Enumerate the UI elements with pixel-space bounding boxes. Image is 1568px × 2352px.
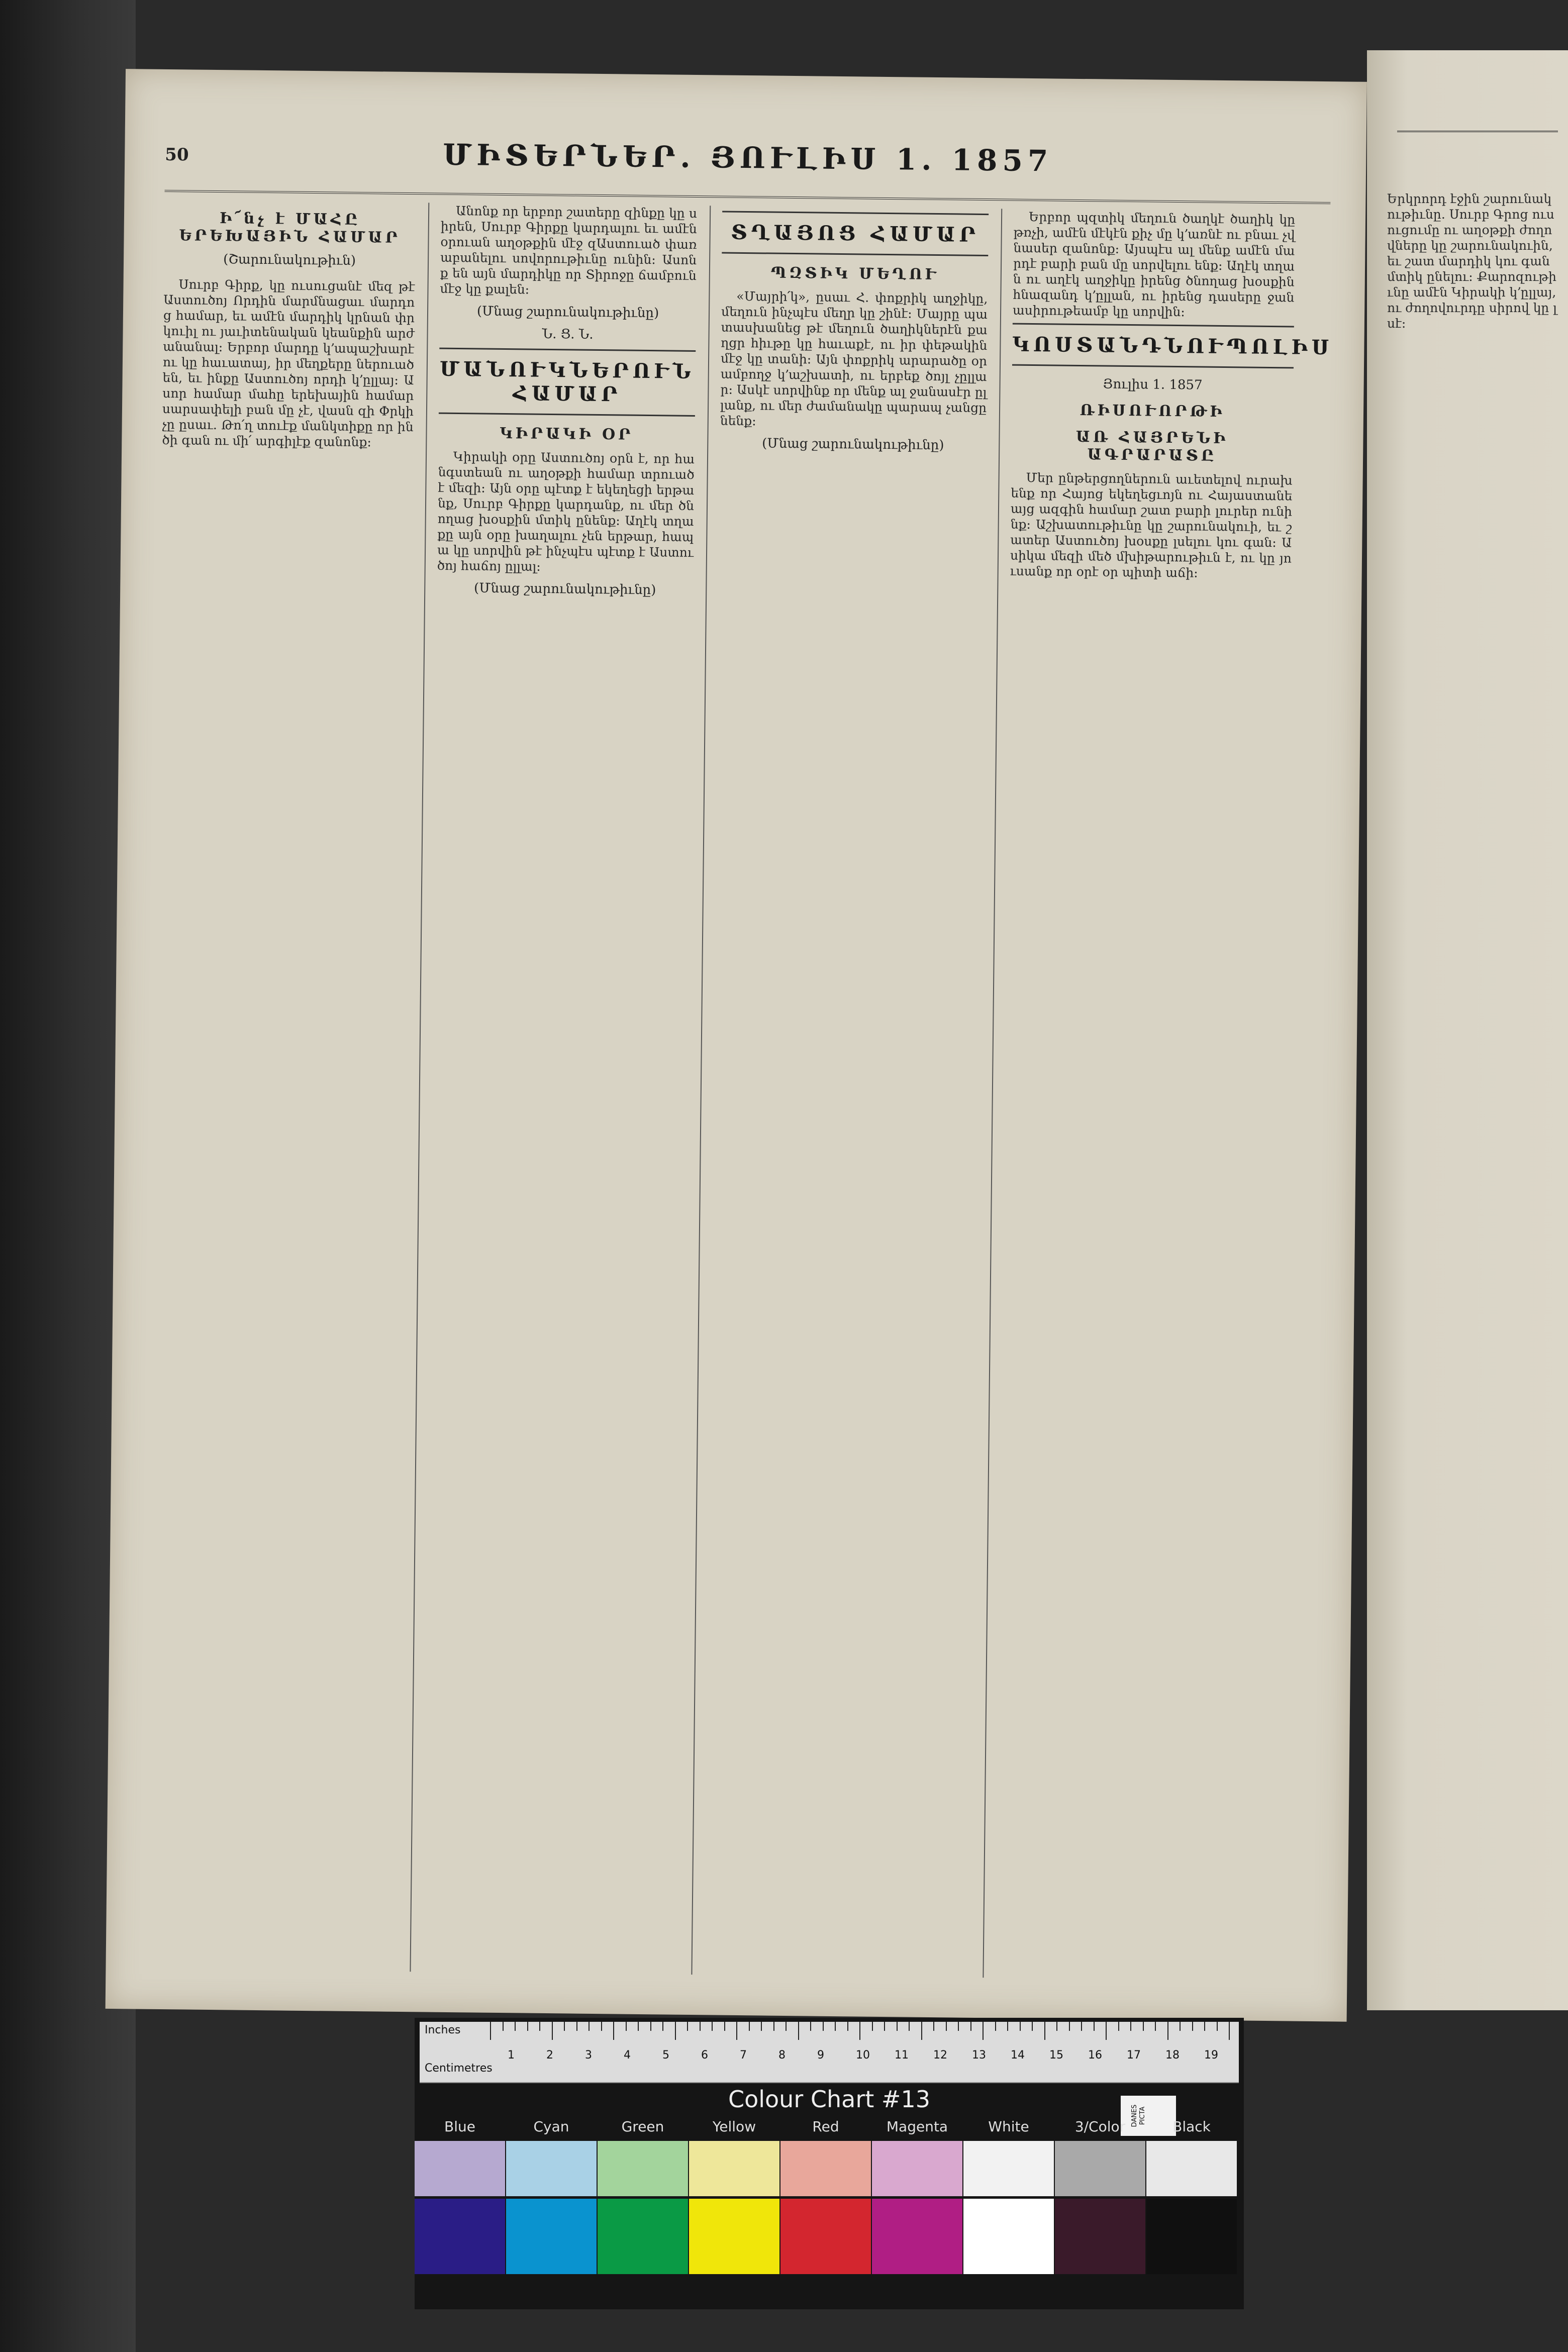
swatch-label: Blue xyxy=(444,2118,475,2135)
section-date: Յուլիս 1. 1857 xyxy=(1103,376,1203,393)
ruler-number: 7 xyxy=(740,2049,747,2062)
ruler-tick xyxy=(995,2022,996,2031)
ruler-number: 5 xyxy=(662,2049,669,2062)
ruler-number: 8 xyxy=(778,2049,786,2062)
ruler-tick xyxy=(835,2022,836,2031)
next-page-text: Երկրորդ էջին շարունակութիւնը. Սուրբ Գրոց ուսուցումը ու աղօթքի ժողովները կը շարունակուին, եւ շատ մարդիկ կու գան մտիկ ընելու։ Քարոզութիւնը ամէն Կիրակի կ՚ըլլայ, ու ժողովուրդը սիրով կը լսէ։ xyxy=(1387,191,1557,331)
ruler-tick xyxy=(601,2022,602,2031)
ruler-tick xyxy=(1106,2022,1107,2040)
swatch-dark xyxy=(689,2199,779,2274)
swatch-light xyxy=(415,2141,505,2196)
ruler-tick xyxy=(1204,2022,1205,2031)
ruler-tick xyxy=(1081,2022,1082,2031)
ruler-number: 14 xyxy=(1011,2049,1025,2062)
swatch-light xyxy=(872,2141,962,2196)
swatch-label: Black xyxy=(1172,2118,1211,2135)
ruler-tick xyxy=(712,2022,713,2031)
swatch-label: 3/Color xyxy=(1074,2118,1126,2135)
ruler-tick xyxy=(1180,2022,1181,2031)
article-body xyxy=(720,288,988,432)
ruler-number: 2 xyxy=(546,2049,553,2062)
author-initials: Ն. Ց. Ն. xyxy=(542,326,594,342)
swatch-dark xyxy=(506,2199,597,2274)
ruler-tick xyxy=(552,2022,553,2040)
ruler-tick xyxy=(700,2022,701,2031)
next-page-edge xyxy=(1367,50,1568,2010)
swatch-light xyxy=(689,2141,779,2196)
ruler-tick xyxy=(724,2022,725,2031)
ruler-number: 10 xyxy=(856,2049,870,2062)
swatch-label: Magenta xyxy=(886,2118,948,2135)
article-lead: Ի՜նչ է ՄԱՀԸ ԵՐԵԽԱՅԻՆ ՀԱՄԱՐ xyxy=(179,210,401,247)
section-heading: ԿՈՍՏԱՆԴՆՈՒՊՈԼԻՍ xyxy=(1012,323,1294,369)
swatch-label: Cyan xyxy=(533,2118,569,2135)
ruler-tick xyxy=(527,2022,528,2031)
swatch-light xyxy=(506,2141,597,2196)
ruler-tick xyxy=(1044,2022,1045,2040)
ruler-number: 3 xyxy=(585,2049,592,2062)
ruler-tick xyxy=(687,2022,688,2031)
ruler-tick xyxy=(872,2022,873,2031)
ruler-tick xyxy=(958,2022,959,2031)
ruler-cm-label: Centimetres xyxy=(425,2062,493,2075)
ruler-tick xyxy=(761,2022,762,2031)
ruler xyxy=(420,2022,1239,2083)
ruler-tick xyxy=(589,2022,590,2031)
ruler-tick xyxy=(823,2022,824,2031)
ruler-tick xyxy=(983,2022,984,2040)
continued-note: (Մնաց շարունակութիւնը) xyxy=(473,580,656,598)
ruler-number: 1 xyxy=(508,2049,515,2062)
swatch-light xyxy=(780,2141,871,2196)
swatch-dark xyxy=(780,2199,871,2274)
ruler-tick xyxy=(909,2022,910,2031)
swatch-light xyxy=(598,2141,688,2196)
ruler-tick xyxy=(626,2022,627,2031)
section-subheading: ՌԻՍՈՒՈՐԹԻ xyxy=(1080,401,1225,421)
ruler-number: 15 xyxy=(1049,2049,1063,2062)
swatch-label: Red xyxy=(812,2118,839,2135)
ruler-tick xyxy=(810,2022,811,2031)
article-body xyxy=(1013,209,1295,321)
ruler-tick xyxy=(1020,2022,1021,2031)
article-body xyxy=(437,449,695,576)
column-4 xyxy=(995,209,1333,1981)
section-heading: ՏՂԱՅՈՑ ՀԱՄԱՐ xyxy=(722,211,989,257)
ruler-tick xyxy=(1143,2022,1144,2031)
ruler-tick xyxy=(1007,2022,1008,2031)
ruler-tick xyxy=(1229,2022,1230,2040)
paragraph: Երբոր պզտիկ մեղուն ծաղկէ ծաղիկ կը թռչի, ամէն մէկէն քիչ մը կ՚առնէ ու բնաւ չվնասեր զանոնք։ Այսպէս ալ մենք ամէն մարդէ բարի բան մը սորվելու ենք։ Աղէկ տղան ու աղէկ աղջիկը իրենց ծնողաց խօսքին հնազանդ կ՚ըլլան, ու իրենց դասերը ջանասիրութեամբ կը սորվին։ xyxy=(1012,209,1296,320)
newspaper-page xyxy=(106,69,1367,2022)
colour-chart xyxy=(415,2018,1244,2309)
swatch-label: White xyxy=(988,2118,1029,2135)
ruler-number: 6 xyxy=(701,2049,708,2062)
continued-note: (Մնաց շարունակութիւնը) xyxy=(762,436,944,453)
ruler-tick xyxy=(1056,2022,1057,2031)
ruler-tick xyxy=(786,2022,787,2031)
ruler-tick xyxy=(773,2022,774,2031)
article-body xyxy=(440,203,697,299)
ruler-tick xyxy=(1155,2022,1156,2031)
swatch-light xyxy=(1055,2141,1145,2196)
section-subheading: ՊԶՏԻԿ ՄԵՂՈՒ xyxy=(770,264,939,284)
article-body xyxy=(162,276,415,450)
logo: DANES PICTA xyxy=(1121,2096,1176,2136)
ruler-tick xyxy=(503,2022,504,2031)
swatch-dark xyxy=(872,2199,962,2274)
ruler-tick xyxy=(897,2022,898,2031)
paragraph: Սուրբ Գիրք, կը ուսուցանէ մեզ թէ Աստուծոյ Որդին մարմնացաւ մարդոց համար, եւ ամէն մարդիկ կրնան փրկուիլ ու յաւիտենական կեանքին արժանանալ։ Երբոր մարդը կ՚ապաշխարէ ու կը հաւատայ, իր մեղքերը ներուած են, եւ ինքը Աստուծոյ որդի կ՚ըլլայ։ Ասոր համար մահը երեխային համար սարսափելի բան մը չէ, վասն զի Փրկիչը ըսաւ. Թո՛ղ տուէք մանկտիքը որ ինծի գան ու մի՛ արգիլէք զանոնք։ xyxy=(162,277,415,450)
ruler-number: 17 xyxy=(1127,2049,1141,2062)
ruler-number: 9 xyxy=(817,2049,824,2062)
swatch-label: Green xyxy=(621,2118,664,2135)
ruler-tick xyxy=(933,2022,934,2031)
ruler-number: 19 xyxy=(1204,2049,1218,2062)
paragraph: Անոնք որ երբոր շատերը զինքը կը սիրեն, Սուրբ Գիրքը կարդալու եւ ամէն օրուան աղօթքին մէջ զԱստուած փառաբանելու սովորութիւնը ունին։ Ասոնք են այն մարդիկը որ Տիրոջը ճամբուն մէջ կը քալեն։ xyxy=(440,203,698,297)
ruler-number: 16 xyxy=(1088,2049,1102,2062)
ruler-number: 12 xyxy=(933,2049,947,2062)
paragraph: Մեր ընթերցողներուն աւետելով ուրախ ենք որ Հայոց եկեղեցւոյն ու Հայաստանեայց ազգին համար շատ բարի լուրեր ունինք։ Աշխատութիւնը կը շարունակուի, եւ շատեր Աստուծոյ խօսքը լսելու կու գան։ Ասիկա մեզի մեծ մխիթարութիւն է, ու կը յուսանք որ օրէ օր պիտի աճի։ xyxy=(1010,470,1293,580)
ruler-number: 18 xyxy=(1165,2049,1180,2062)
ruler-tick xyxy=(1192,2022,1193,2031)
ruler-tick xyxy=(662,2022,663,2031)
swatch-dark xyxy=(963,2199,1054,2274)
section-heading: ՄԱՆՈՒԿՆԵՐՈՒՆ ՀԱՄԱՐ xyxy=(439,348,696,417)
column-1 xyxy=(146,200,416,1972)
page-number: 50 xyxy=(165,144,189,165)
ruler-number: 13 xyxy=(972,2049,986,2062)
ruler-tick xyxy=(847,2022,848,2031)
ruler-tick xyxy=(1167,2022,1168,2040)
swatch-label: Yellow xyxy=(712,2118,756,2135)
swatch-dark xyxy=(598,2199,688,2274)
column-2 xyxy=(422,203,697,1975)
ruler-tick xyxy=(798,2022,799,2040)
ruler-tick xyxy=(613,2022,614,2040)
next-page-rule xyxy=(1397,131,1558,132)
ruler-tick xyxy=(736,2022,737,2040)
ruler-number: 11 xyxy=(895,2049,909,2062)
ruler-tick xyxy=(490,2022,491,2040)
ruler-tick xyxy=(1069,2022,1070,2031)
ruler-number: 4 xyxy=(624,2049,631,2062)
swatch-labels xyxy=(415,2118,1244,2138)
ruler-tick xyxy=(539,2022,540,2031)
chart-title: Colour Chart #13 xyxy=(728,2086,930,2113)
article-body xyxy=(1010,470,1293,582)
ruler-tick xyxy=(515,2022,516,2031)
ruler-tick xyxy=(638,2022,639,2031)
ruler-tick xyxy=(1094,2022,1095,2031)
swatch-dark xyxy=(415,2199,505,2274)
issue-title: ՄԻՏԵՐՆԵՐ. ՅՈՒԼԻՍ 1. 1857 xyxy=(443,137,1053,178)
swatch-light xyxy=(963,2141,1054,2196)
column-3 xyxy=(704,206,989,1978)
swatch-light xyxy=(1146,2141,1237,2196)
continued-note: (Մնաց շարունակութիւնը) xyxy=(476,304,659,321)
ruler-tick xyxy=(946,2022,947,2031)
ruler-tick xyxy=(650,2022,651,2031)
ruler-tick xyxy=(921,2022,922,2040)
paragraph: «Մայրի՛կ», ըսաւ Հ. փոքրիկ աղջիկը, մեղուն ինչպէս մեղր կը շինէ։ Մայրը պատասխանեց թէ մեղուն ծաղիկներէն քաղցր հիւթը կը հաւաքէ, ու իր փեթակին մէջ կը տանի։ Այն փոքրիկ արարածը օր ամբողջ կ՚աշխատի, ու երբեք ծոյլ չըլլար։ Ասկէ սորվինք որ մենք ալ ջանասէր ըլլանք, ու մեր ժամանակը պարապ չանցընենք։ xyxy=(720,288,988,429)
swatch-dark xyxy=(1146,2199,1237,2274)
ruler-tick xyxy=(970,2022,971,2031)
ruler-tick xyxy=(675,2022,676,2040)
ruler-tick xyxy=(1032,2022,1033,2031)
ruler-tick xyxy=(1217,2022,1218,2031)
paragraph: Կիրակի օրը Աստուծոյ օրն է, որ հանգստեան ու աղօթքի համար տրուած է մեզի։ Այն օրը պէտք է եկեղեցի երթանք, Սուրբ Գիրքը կարդանք, ու մեր ծնողաց խօսքին մտիկ ընենք։ Աղէկ տղաքը այն օրը խաղալու չեն երթար, հապա կը սորվին թէ ինչպէս պէտք է Աստուծոյ հաճոյ ըլլալ։ xyxy=(437,449,695,574)
article-subtitle: (Շարունակութիւն) xyxy=(223,252,356,268)
section-subheading: ԱՌ ՀԱՅՐԵՆԻ ԱԳՐԱՐԱՏԸ xyxy=(1075,428,1229,465)
ruler-tick xyxy=(1130,2022,1131,2031)
ruler-tick xyxy=(1118,2022,1119,2031)
section-subheading: ԿԻՐԱԿԻ ՕՐ xyxy=(500,424,634,444)
ruler-tick xyxy=(884,2022,885,2031)
swatch-dark xyxy=(1055,2199,1145,2274)
ruler-tick xyxy=(859,2022,860,2040)
ruler-tick xyxy=(564,2022,565,2031)
ruler-tick xyxy=(749,2022,750,2031)
ruler-inches-label: Inches xyxy=(425,2024,461,2036)
ruler-tick xyxy=(576,2022,577,2031)
